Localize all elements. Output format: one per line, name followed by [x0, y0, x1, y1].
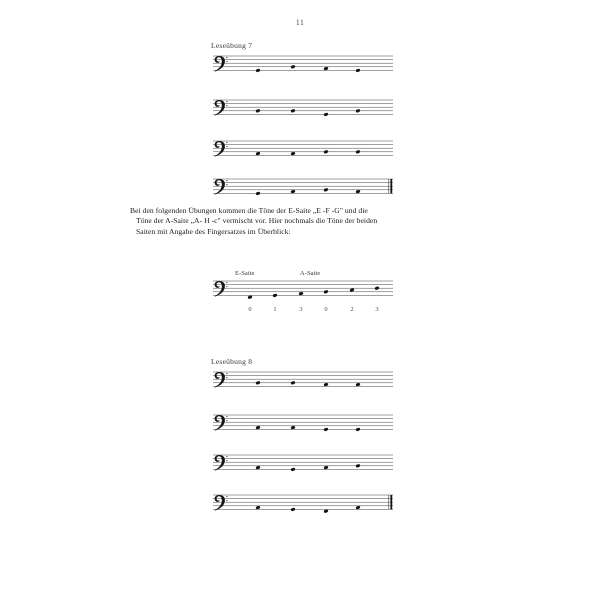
staff-system [213, 138, 393, 160]
paragraph-line-3: Saiten mit Angabe des Fingersatzes im Überblick: [136, 226, 291, 236]
staff-system [213, 278, 393, 300]
notehead [290, 109, 295, 113]
fingering-number: 3 [299, 306, 303, 313]
staff-system [213, 97, 393, 119]
fingering-number: 0 [324, 306, 328, 313]
notehead [255, 151, 260, 155]
notehead [290, 381, 295, 385]
notehead [298, 291, 303, 295]
notehead [323, 112, 328, 116]
bass-clef [226, 373, 227, 374]
bass-clef [226, 456, 227, 457]
notehead [290, 189, 295, 193]
instruction-paragraph [130, 206, 475, 237]
exercise-title: Leseübung 8 [211, 357, 253, 366]
bass-clef [226, 500, 227, 501]
notehead [355, 427, 360, 431]
bass-clef [215, 56, 225, 71]
fingering-number: 0 [248, 306, 252, 313]
page-number: 11 [295, 18, 305, 27]
notehead [290, 151, 295, 155]
notehead [374, 286, 379, 290]
bass-clef [226, 420, 227, 421]
staff-lines [213, 138, 393, 162]
bass-clef [226, 184, 227, 185]
bass-clef [215, 415, 225, 430]
barline-thick [390, 179, 392, 193]
notehead [323, 509, 328, 513]
notehead [355, 189, 360, 193]
bass-clef [226, 286, 227, 287]
notehead [355, 150, 360, 154]
bass-clef [226, 496, 227, 497]
staff-lines [213, 412, 393, 436]
paragraph-line-2: Töne der A-Saite „A- H -c" vermischt vor. Hier nochmals die Töne der beiden [136, 216, 378, 226]
notehead [290, 467, 295, 471]
notehead [255, 191, 260, 195]
notehead [355, 382, 360, 386]
notehead [323, 66, 328, 70]
bass-clef [226, 101, 227, 102]
bass-clef [215, 141, 225, 156]
paragraph-line-1: Bei den folgenden Übungen kommen die Töne der E-Saite „E -F -G" und die [130, 206, 368, 215]
notehead [255, 465, 260, 469]
notehead [323, 290, 328, 294]
staff-system [213, 452, 393, 474]
notehead [323, 427, 328, 431]
staff-lines [213, 176, 393, 200]
bass-clef [226, 105, 227, 106]
bass-clef [215, 100, 225, 115]
notehead [349, 288, 354, 292]
bass-clef [226, 282, 227, 283]
notehead [255, 425, 260, 429]
bass-clef [215, 179, 225, 194]
notehead [290, 507, 295, 511]
notehead [323, 150, 328, 154]
notehead [355, 109, 360, 113]
staff-system [213, 369, 393, 391]
bass-clef [215, 281, 225, 296]
notehead [355, 505, 360, 509]
bass-clef [226, 377, 227, 378]
string-label-a: A-Saite [300, 270, 321, 277]
notehead [355, 464, 360, 468]
bass-clef [226, 180, 227, 181]
notehead [255, 109, 260, 113]
barline-thick [390, 495, 392, 509]
bass-clef [226, 416, 227, 417]
bass-clef [226, 142, 227, 143]
notehead [323, 188, 328, 192]
notehead [255, 68, 260, 72]
notehead [355, 68, 360, 72]
bass-clef [226, 146, 227, 147]
staff-lines [213, 492, 393, 516]
notehead [290, 65, 295, 69]
notehead [272, 293, 277, 297]
fingering-number: 3 [375, 306, 379, 313]
staff-system [213, 412, 393, 434]
staff-lines [213, 369, 393, 393]
bass-clef [215, 372, 225, 387]
notehead [323, 465, 328, 469]
string-label-e: E-Saite [235, 270, 255, 277]
bass-clef [215, 495, 225, 510]
bass-clef [226, 460, 227, 461]
notehead [323, 382, 328, 386]
staff-lines [213, 97, 393, 121]
notehead [255, 505, 260, 509]
staff-lines [213, 53, 393, 77]
exercise-title: Leseübung 7 [211, 41, 253, 50]
bass-clef [226, 61, 227, 62]
staff-lines [213, 452, 393, 476]
fingering-number: 2 [350, 306, 354, 313]
staff-system [213, 492, 393, 514]
staff-lines [213, 278, 393, 302]
staff-system [213, 53, 393, 75]
notehead [247, 295, 252, 299]
bass-clef [215, 455, 225, 470]
notehead [290, 425, 295, 429]
bass-clef [226, 57, 227, 58]
fingering-number: 1 [273, 306, 277, 313]
staff-system [213, 176, 393, 198]
notehead [255, 381, 260, 385]
